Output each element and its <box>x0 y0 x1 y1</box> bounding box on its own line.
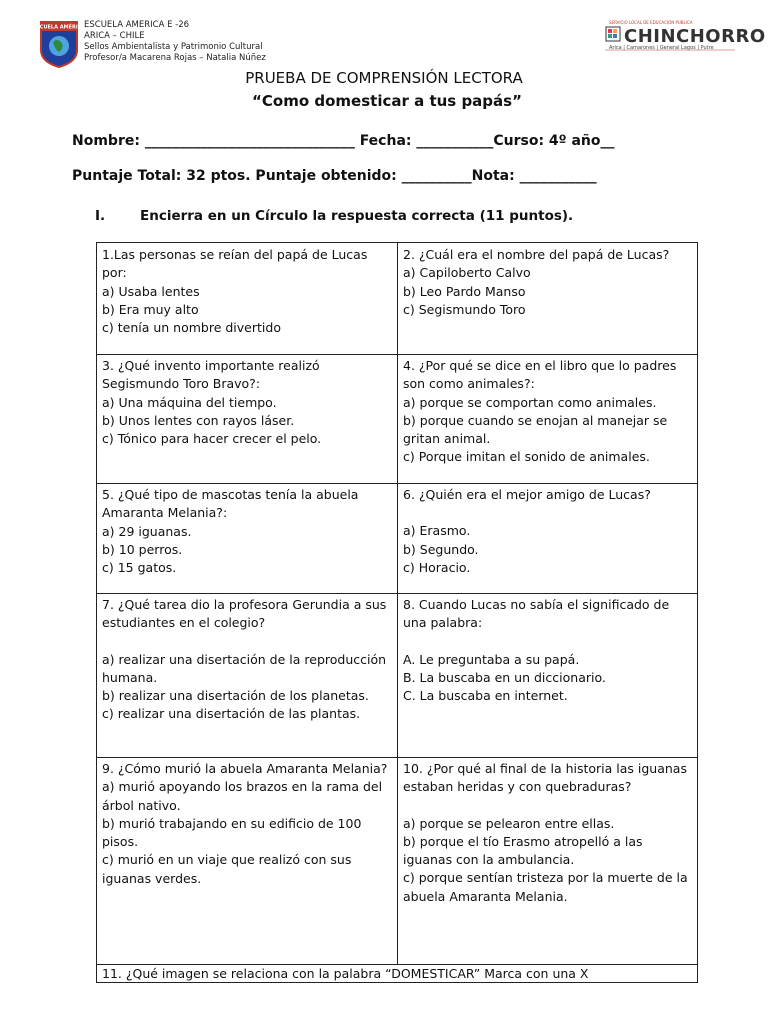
student-info-line: Nombre: ______________________________ Fecha: ___________Curso: 4º año__ <box>72 133 615 149</box>
question-cell-4 <box>398 354 697 470</box>
answer-option: a) realizar una disertación de la reproducción humana. <box>102 651 387 685</box>
answer-option: C. La buscaba en internet. <box>403 688 568 704</box>
brand-locations: Arica | Camarones | General Lagos | Putre <box>609 45 714 51</box>
school-shield-logo <box>32 20 86 68</box>
question-cell-9 <box>97 757 397 891</box>
document-header <box>0 0 768 80</box>
spacer <box>403 797 692 815</box>
answer-option: b) porque cuando se enojan al manejar se gritan animal. <box>403 412 668 447</box>
question-cell-8 <box>398 593 697 708</box>
page-subtitle: “Como domesticar a tus papás” <box>252 92 522 110</box>
school-name: ESCUELA AMERICA E -26 <box>84 20 190 30</box>
answer-option: c) murió en un viaje que realizó con sus iguanas verdes. <box>102 852 352 886</box>
spacer <box>102 633 392 651</box>
question-cell-7 <box>97 593 397 727</box>
question-text: 3. ¿Qué invento importante realizó Segismundo Toro Bravo?: <box>102 358 320 392</box>
answer-option: a) Usaba lentes <box>102 283 200 299</box>
section-number: I. <box>95 208 106 224</box>
school-location: ARICA – CHILE <box>84 31 145 41</box>
answer-option: b) Segundo. <box>403 541 479 557</box>
answer-option: b) realizar una disertación de los planetas. <box>102 688 369 704</box>
page-title: PRUEBA DE COMPRENSIÓN LECTORA <box>245 69 523 87</box>
answer-option: a) porque se comportan como animales. <box>403 394 657 410</box>
school-info <box>84 20 266 64</box>
score-info-line: Puntaje Total: 32 ptos. Puntaje obtenido: __________Nota: ___________ <box>72 168 597 184</box>
spacer <box>403 633 692 651</box>
brand-name: CHINCHORRO <box>624 26 766 47</box>
school-teachers: Profesor/a Macarena Rojas – Natalia Núñez <box>84 53 266 63</box>
question-text: 7. ¿Qué tarea dio la profesora Gerundia a sus estudiantes en el colegio? <box>102 597 387 631</box>
answer-option: a) murió apoyando los brazos en la rama del árbol nativo. <box>102 779 383 813</box>
answer-option: b) 10 perros. <box>102 541 183 557</box>
answer-option: a) Una máquina del tiempo. <box>102 394 277 410</box>
question-cell-11 <box>97 964 697 986</box>
brand-subtitle: SERVICIO LOCAL DE EDUCACIÓN PÚBLICA <box>609 20 693 25</box>
question-text: 8. Cuando Lucas no sabía el significado de una palabra: <box>403 597 670 631</box>
school-seals: Sellos Ambientalista y Patrimonio Cultural <box>84 42 263 52</box>
answer-option: b) Unos lentes con rayos láser. <box>102 412 295 428</box>
questions-grid <box>96 242 698 983</box>
question-text: 9. ¿Cómo murió la abuela Amaranta Melania? <box>102 761 388 776</box>
question-text: 5. ¿Qué tipo de mascotas tenía la abuela Amaranta Melania?: <box>102 487 359 521</box>
answer-option: B. La buscaba en un diccionario. <box>403 669 606 685</box>
question-text: 10. ¿Por qué al final de la historia las iguanas estaban heridas y con quebraduras? <box>403 761 687 795</box>
answer-option: a) porque se pelearon entre ellas. <box>403 815 615 831</box>
answer-option: A. Le preguntaba a su papá. <box>403 651 580 667</box>
section-instructions: Encierra en un Círculo la respuesta correcta (11 puntos). <box>140 208 574 224</box>
answer-option: c) realizar una disertación de las plantas. <box>102 706 361 722</box>
question-cell-10 <box>398 757 697 909</box>
question-cell-1 <box>97 243 397 340</box>
answer-option: a) Erasmo. <box>403 523 471 539</box>
question-text: 1.Las personas se reían del papá de Lucas por: <box>102 247 368 281</box>
section-heading <box>95 208 573 224</box>
answer-option: b) Era muy alto <box>102 301 199 317</box>
school-logo-text: ESCUELA AMÉRICA <box>32 24 86 31</box>
answer-option: a) Capiloberto Calvo <box>403 265 531 281</box>
answer-option: c) Horacio. <box>403 559 471 575</box>
question-text: 4. ¿Por qué se dice en el libro que lo padres son como animales?: <box>403 358 677 392</box>
answer-option: c) Segismundo Toro <box>403 301 526 317</box>
answer-option: b) Leo Pardo Manso <box>403 283 526 299</box>
question-text: 11. ¿Qué imagen se relaciona con la palabra “DOMESTICAR” Marca con una X <box>102 966 589 981</box>
spacer <box>403 504 692 522</box>
question-cell-2 <box>398 243 697 322</box>
answer-option: c) Tónico para hacer crecer el pelo. <box>102 431 322 447</box>
answer-option: b) murió trabajando en su edificio de 100 pisos. <box>102 815 362 850</box>
question-cell-6 <box>398 483 697 580</box>
answer-option: a) 29 iguanas. <box>102 523 192 539</box>
question-text: 2. ¿Cuál era el nombre del papá de Lucas? <box>403 247 670 262</box>
answer-option: c) 15 gatos. <box>102 560 177 576</box>
question-cell-5 <box>97 483 397 580</box>
answer-option: b) porque el tío Erasmo atropelló a las iguanas con la ambulancia. <box>403 833 643 868</box>
answer-option: c) tenía un nombre divertido <box>102 320 281 336</box>
question-text: 6. ¿Quién era el mejor amigo de Lucas? <box>403 487 651 502</box>
answer-option: c) porque sentían tristeza por la muerte de la abuela Amaranta Melania. <box>403 870 688 904</box>
question-cell-3 <box>97 354 397 451</box>
answer-option: c) Porque imitan el sonido de animales. <box>403 449 650 465</box>
